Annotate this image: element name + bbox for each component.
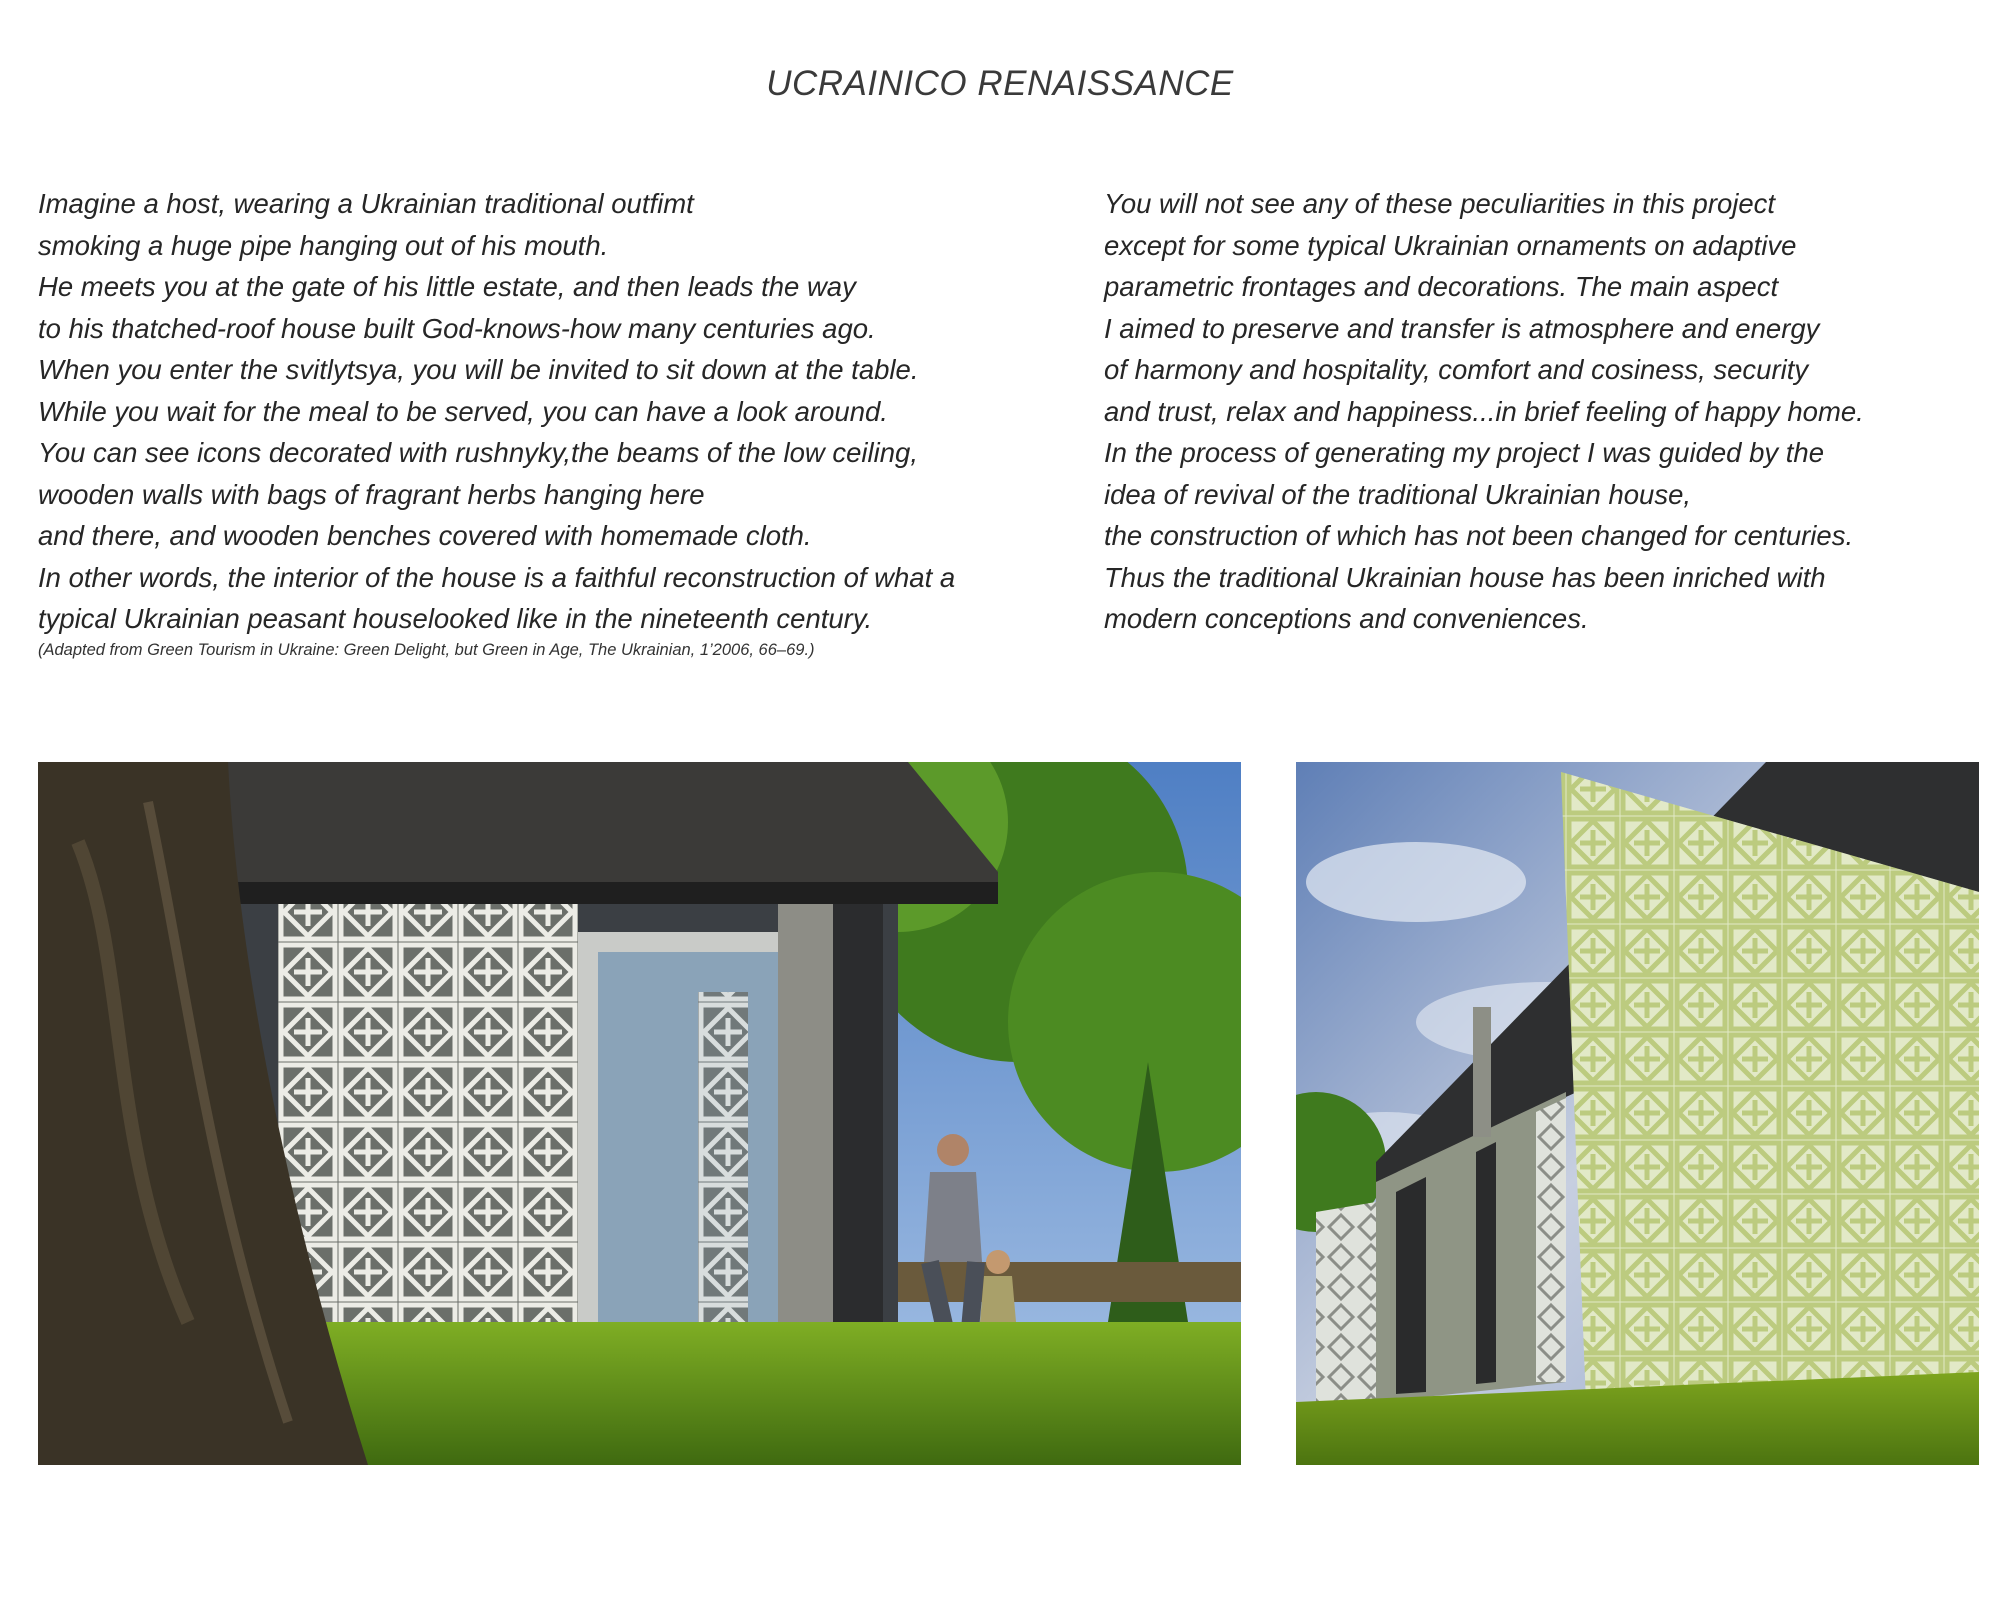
roof bbox=[188, 762, 998, 902]
text-line: wooden walls with bags of fragrant herbs hanging here bbox=[38, 478, 705, 510]
doorway-opening bbox=[598, 952, 778, 1342]
facade-render-illustration bbox=[1296, 762, 1979, 1465]
text-line: While you wait for the meal to be served, you can have a look around. bbox=[38, 395, 888, 427]
facade-render-image bbox=[1296, 762, 1979, 1465]
page-title: UCRAINICO RENAISSANCE bbox=[766, 64, 1234, 103]
child-figure bbox=[986, 1250, 1010, 1274]
chimney bbox=[1473, 1007, 1491, 1137]
text-line: I aimed to preserve and transfer is atmosphere and energy bbox=[1104, 312, 1820, 344]
text-line: and there, and wooden benches covered with homemade cloth. bbox=[38, 520, 812, 551]
text-line: smoking a huge pipe hanging out of his mouth. bbox=[38, 229, 609, 261]
dark-column bbox=[1396, 1177, 1426, 1394]
text-line: of harmony and hospitality, comfort and cosiness, security bbox=[1104, 354, 1809, 385]
dark-column bbox=[1476, 1142, 1496, 1384]
ornamental-panel bbox=[698, 992, 748, 1342]
text-line: idea of revival of the traditional Ukrainian house, bbox=[1104, 478, 1692, 510]
child-figure bbox=[980, 1276, 1016, 1322]
text-line: to his thatched-roof house built God-knows-how many centuries ago. bbox=[38, 312, 876, 344]
text-line: Thus the traditional Ukrainian house has been inriched with bbox=[1104, 561, 1826, 593]
text-line: and trust, relax and happiness...in brief feeling of happy home. bbox=[1104, 395, 1864, 427]
right-text-column bbox=[1104, 183, 1984, 640]
roof-edge bbox=[188, 882, 998, 904]
text-line: except for some typical Ukrainian ornaments on adaptive bbox=[1104, 229, 1797, 261]
text-line: typical Ukrainian peasant houselooked like in the nineteenth century. bbox=[38, 603, 873, 634]
cloud bbox=[1306, 842, 1526, 922]
text-line: Imagine a host, wearing a Ukrainian traditional outfimt bbox=[38, 188, 694, 219]
text-line: the construction of which has not been changed for centuries. bbox=[1104, 520, 1854, 551]
text-line: In other words, the interior of the house is a faithful reconstruction of what a bbox=[38, 561, 956, 593]
dark-column bbox=[833, 892, 883, 1342]
text-line: modern conceptions and conveniences. bbox=[1104, 603, 1589, 634]
house-render-illustration bbox=[38, 762, 1241, 1465]
text-line: You can see icons decorated with rushnyky,the beams of the low ceiling, bbox=[38, 437, 918, 468]
text-line: He meets you at the gate of his little estate, and then leads the way bbox=[38, 271, 856, 302]
citation: (Adapted from Green Tourism in Ukraine: Green Delight, but Green in Age, The Ukrainian, 1’2006, 66–69.) bbox=[38, 640, 815, 659]
man-figure bbox=[937, 1134, 969, 1166]
man-figure bbox=[924, 1172, 982, 1262]
house-render-image bbox=[38, 762, 1241, 1465]
ornamental-panel bbox=[1536, 1098, 1566, 1382]
text-line: In the process of generating my project I was guided by the bbox=[1104, 437, 1824, 468]
ornamental-screen bbox=[278, 892, 578, 1342]
text-line: You will not see any of these peculiarities in this project bbox=[1104, 188, 1776, 219]
text-line: parametric frontages and decorations. The main aspect bbox=[1104, 271, 1779, 302]
text-line: When you enter the svitlytsya, you will be invited to sit down at the table. bbox=[38, 354, 919, 385]
left-text-column bbox=[38, 183, 1098, 660]
ornamental-panel bbox=[1316, 1202, 1376, 1407]
